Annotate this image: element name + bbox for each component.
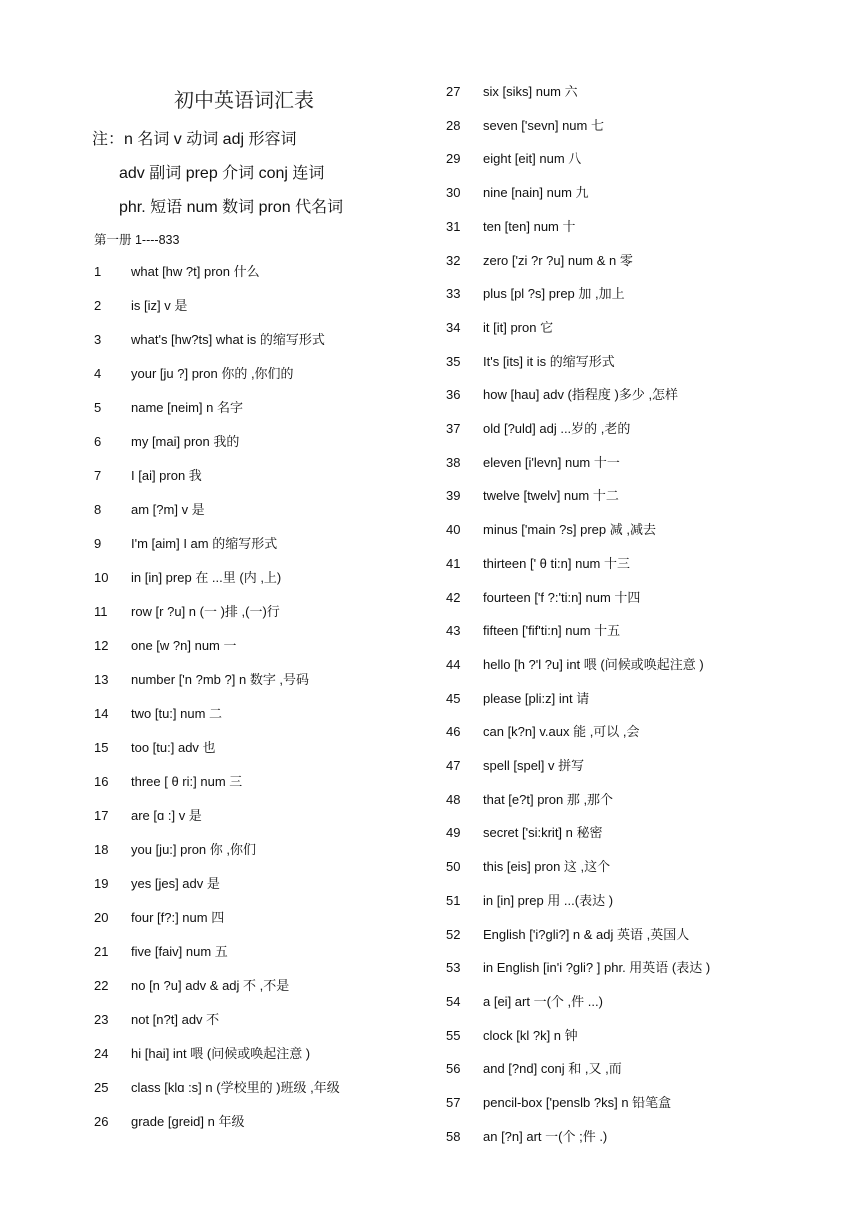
entry-text: zero ['zi ?r ?u] num & n 零 — [483, 252, 633, 268]
entry-text: in [in] prep 在 ...里 (内 ,上) — [131, 570, 282, 585]
entry-text: are [ɑ :] v 是 — [131, 808, 202, 823]
entry-text: row [r ?u] n (一 )排 ,(一)行 — [131, 604, 280, 619]
entry-number: 26 — [94, 1114, 109, 1129]
entry-text: It's [its] it is 的缩写形式 — [483, 353, 615, 369]
entry-number: 53 — [446, 960, 461, 976]
entry-text: grade [greid] n 年级 — [131, 1114, 245, 1129]
entry-number: 3 — [94, 332, 102, 347]
entry-text: your [ju ?] pron 你的 ,你们的 — [131, 366, 294, 381]
entry-number: 57 — [446, 1095, 461, 1110]
entry-text: eight [eit] num 八 — [483, 151, 582, 167]
entry-text: I'm [aim] I am 的缩写形式 — [131, 536, 278, 551]
book-range: 第一册 1----833 — [94, 233, 180, 247]
entry-number: 56 — [446, 1061, 461, 1077]
legend-line-2: adv 副词 prep 介词 conj 连词 — [119, 165, 325, 182]
entry-number: 2 — [94, 298, 102, 313]
entry-text: it [it] pron 它 — [483, 319, 554, 335]
entry-number: 28 — [446, 117, 461, 133]
legend-line-1: 注：n 名词 v 动词 adj 形容词 — [92, 131, 297, 148]
entry-text: fifteen ['fif'ti:n] num 十五 — [483, 623, 621, 639]
entry-number: 16 — [94, 774, 109, 789]
entry-number: 30 — [446, 185, 461, 201]
entry-number: 11 — [94, 604, 108, 619]
entry-number: 55 — [446, 1027, 461, 1043]
entry-text: am [?m] v 是 — [131, 502, 205, 517]
entry-number: 22 — [94, 978, 109, 993]
entry-text: what [hw ?t] pron 什么 — [131, 264, 260, 279]
entry-number: 4 — [94, 366, 102, 381]
entry-text: seven ['sevn] num 七 — [483, 117, 604, 133]
entry-text: six [siks] num 六 — [483, 84, 578, 99]
entry-number: 23 — [94, 1012, 109, 1027]
entry-number: 41 — [446, 555, 461, 571]
entry-text: plus [pl ?s] prep 加 ,加上 — [483, 286, 625, 302]
entry-number: 14 — [94, 706, 109, 721]
entry-text: an [?n] art 一(个 ;件 .) — [483, 1128, 608, 1144]
entry-text: what's [hw?ts] what is 的缩写形式 — [131, 332, 325, 347]
entry-number: 35 — [446, 353, 461, 369]
entry-text: eleven [i'levn] num 十一 — [483, 454, 620, 470]
entry-text: thirteen [' θ ti:n] num 十三 — [483, 555, 630, 571]
entry-number: 45 — [446, 690, 461, 706]
entry-number: 19 — [94, 876, 109, 891]
entry-number: 44 — [446, 656, 461, 672]
entry-number: 32 — [446, 252, 461, 268]
entry-number: 20 — [94, 910, 109, 925]
entry-text: four [f?:] num 四 — [131, 910, 225, 925]
entry-text: and [?nd] conj 和 ,又 ,而 — [483, 1061, 622, 1077]
entry-text: can [k?n] v.aux 能 ,可以 ,会 — [483, 724, 640, 740]
entry-text: how [hau] adv (指程度 )多少 ,怎样 — [483, 387, 679, 403]
entry-number: 47 — [446, 758, 461, 773]
entry-number: 49 — [446, 825, 461, 841]
entry-number: 24 — [94, 1046, 109, 1061]
entry-number: 10 — [94, 570, 109, 585]
entry-text: please [pli:z] int 请 — [483, 690, 590, 706]
entry-text: secret ['si:krit] n 秘密 — [483, 825, 603, 841]
entry-text: English ['i?gli?] n & adj 英语 ,英国人 — [483, 926, 690, 942]
entry-text: too [tu:] adv 也 — [131, 740, 216, 755]
entry-number: 7 — [94, 468, 102, 483]
entry-number: 34 — [446, 319, 461, 335]
entry-text: no [n ?u] adv & adj 不 ,不是 — [131, 978, 290, 993]
entry-text: name [neim] n 名字 — [131, 400, 243, 415]
entry-text: a [ei] art 一(个 ,件 ...) — [483, 993, 603, 1009]
entry-text: hello [h ?'l ?u] int 喂 (问候或唤起注意 ) — [483, 656, 704, 672]
entry-number: 12 — [94, 638, 109, 653]
entry-number: 27 — [446, 84, 461, 99]
entry-number: 36 — [446, 387, 461, 403]
entry-number: 6 — [94, 434, 102, 449]
entry-number: 39 — [446, 488, 461, 504]
entry-text: fourteen ['f ?:'ti:n] num 十四 — [483, 589, 641, 605]
entry-number: 46 — [446, 724, 461, 740]
entry-text: two [tu:] num 二 — [131, 706, 223, 721]
entry-text: five [faiv] num 五 — [131, 944, 228, 959]
entry-number: 51 — [446, 892, 461, 908]
entry-number: 43 — [446, 623, 461, 639]
entry-number: 18 — [94, 842, 109, 857]
entry-text: this [eis] pron 这 ,这个 — [483, 859, 611, 875]
entry-text: I [ai] pron 我 — [131, 468, 202, 483]
entry-text: that [e?t] pron 那 ,那个 — [483, 791, 614, 807]
entry-number: 17 — [94, 808, 109, 823]
entry-text: class [klɑ :s] n (学校里的 )班级 ,年级 — [131, 1080, 340, 1095]
entry-text: in [in] prep 用 ...(表达 ) — [483, 892, 614, 908]
entry-number: 31 — [446, 218, 461, 234]
entry-number: 50 — [446, 859, 461, 875]
entry-text: my [mai] pron 我的 — [131, 434, 240, 449]
entry-number: 40 — [446, 522, 461, 538]
entry-number: 54 — [446, 993, 461, 1009]
entry-number: 1 — [94, 264, 102, 279]
entry-text: spell [spel] v 拼写 — [483, 758, 585, 773]
entry-text: you [ju:] pron 你 ,你们 — [131, 842, 256, 857]
entry-text: pencil-box ['penslb ?ks] n 铅笔盒 — [483, 1095, 672, 1110]
entry-number: 13 — [94, 672, 109, 687]
entry-text: minus ['main ?s] prep 减 ,减去 — [483, 522, 656, 538]
page-title: 初中英语词汇表 — [174, 88, 314, 112]
entry-text: number ['n ?mb ?] n 数字 ,号码 — [131, 672, 310, 687]
entry-text: in English [in'i ?gli? ] phr. 用英语 (表达 ) — [483, 960, 711, 976]
entry-number: 9 — [94, 536, 102, 551]
entry-number: 52 — [446, 926, 461, 942]
entry-text: twelve [twelv] num 十二 — [483, 488, 619, 504]
entry-number: 29 — [446, 151, 461, 167]
entry-text: nine [nain] num 九 — [483, 185, 589, 201]
entry-text: old [?uld] adj ...岁的 ,老的 — [483, 421, 631, 436]
legend-line-3: phr. 短语 num 数词 pron 代名词 — [119, 199, 344, 216]
entry-number: 33 — [446, 286, 461, 302]
entry-text: is [iz] v 是 — [131, 298, 188, 313]
entry-text: ten [ten] num 十 — [483, 218, 576, 234]
entry-number: 42 — [446, 589, 461, 605]
entry-text: one [w ?n] num 一 — [131, 638, 237, 653]
entry-number: 48 — [446, 791, 461, 807]
entry-number: 58 — [446, 1128, 461, 1144]
entry-number: 15 — [94, 740, 109, 755]
entry-number: 8 — [94, 502, 102, 517]
entry-text: clock [kl ?k] n 钟 — [483, 1027, 578, 1043]
entry-text: not [n?t] adv 不 — [131, 1012, 220, 1027]
entry-number: 25 — [94, 1080, 109, 1095]
entry-number: 5 — [94, 400, 102, 415]
entry-text: three [ θ ri:] num 三 — [131, 774, 243, 789]
entry-number: 37 — [446, 421, 461, 436]
entry-text: hi [hai] int 喂 (问候或唤起注意 ) — [131, 1046, 311, 1061]
entry-number: 38 — [446, 454, 461, 470]
entry-text: yes [jes] adv 是 — [131, 876, 220, 891]
entry-number: 21 — [94, 944, 109, 959]
